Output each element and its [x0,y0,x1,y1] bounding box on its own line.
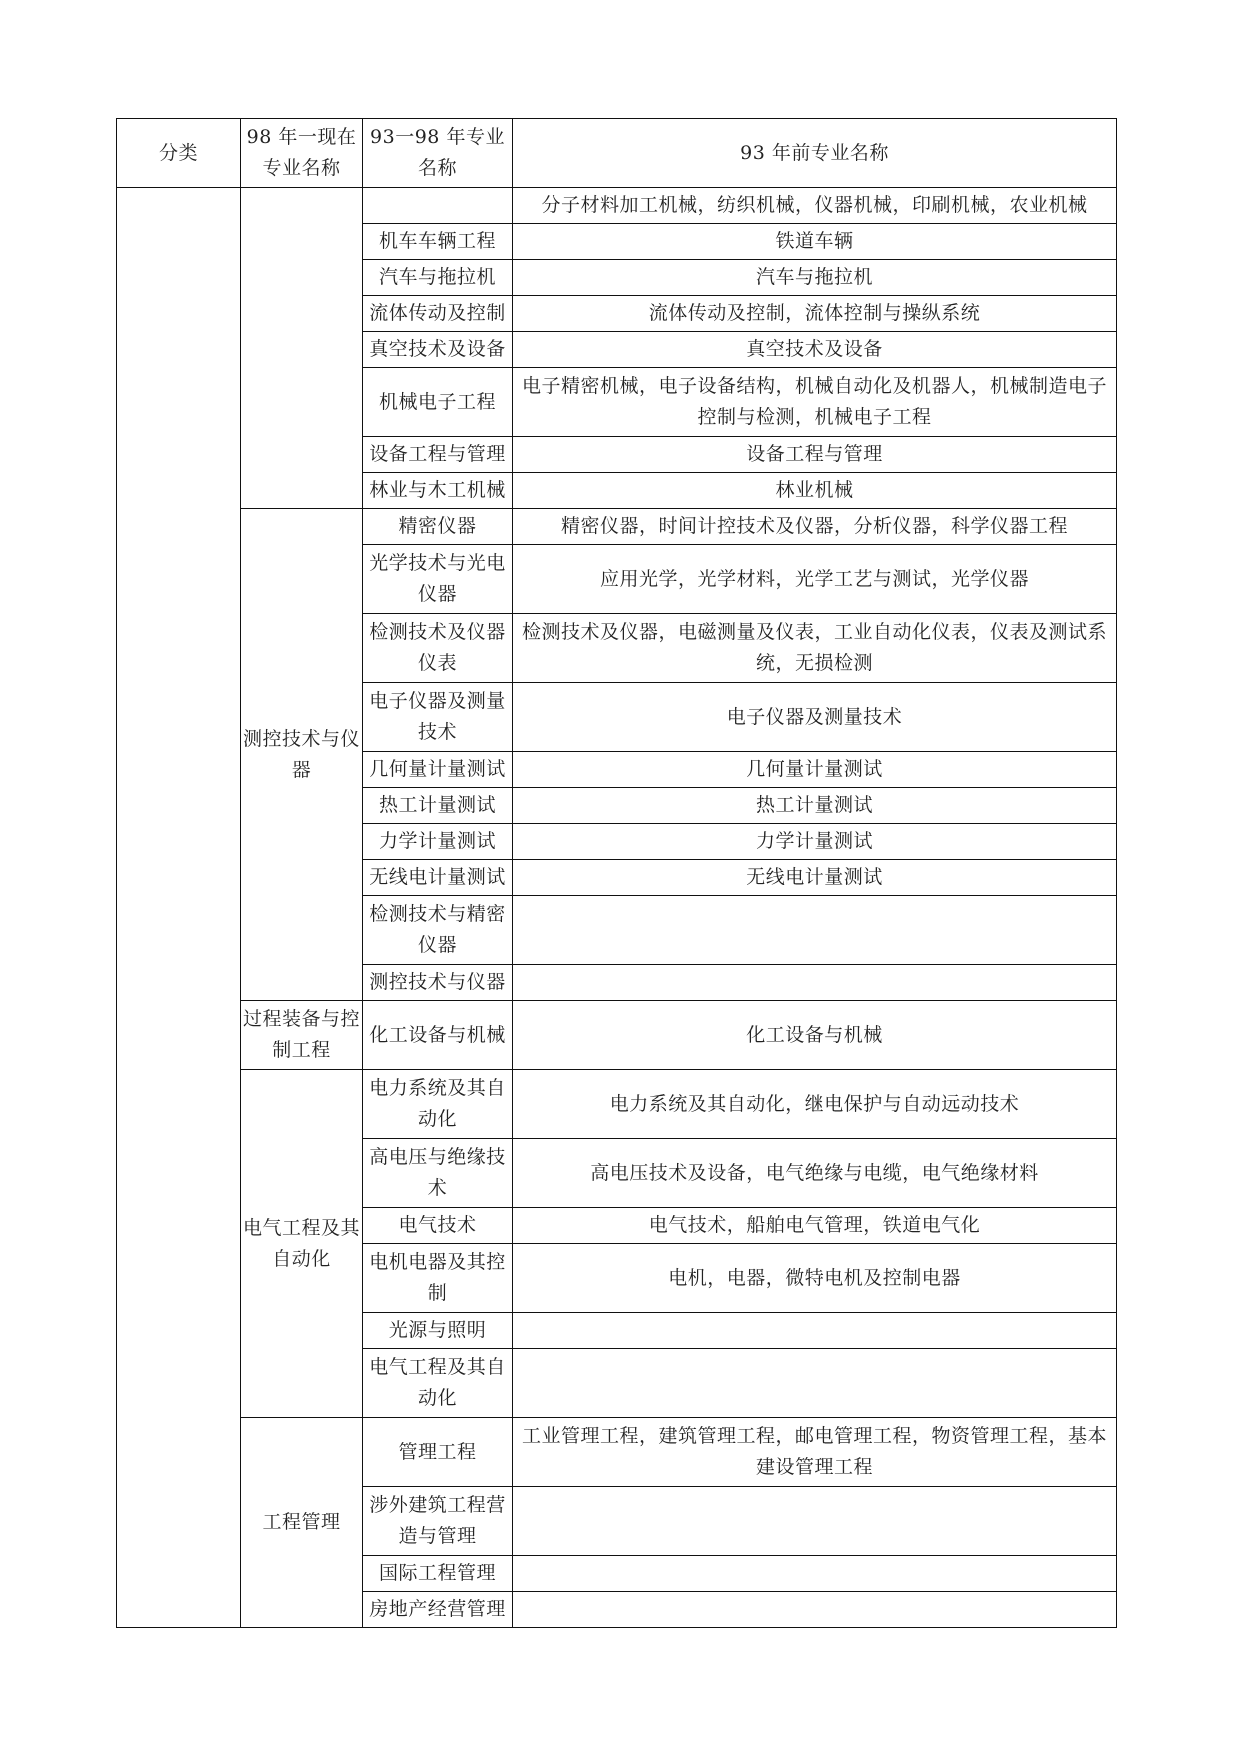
major-93-98-cell: 管理工程 [363,1418,513,1487]
major-pre-93-cell: 电力系统及其自动化，继电保护与自动远动技术 [513,1070,1117,1139]
major-pre-93-cell: 真空技术及设备 [513,332,1117,368]
major-98-now-cell: 过程装备与控制工程 [241,1001,363,1070]
major-93-98-cell: 汽车与拖拉机 [363,260,513,296]
major-pre-93-cell: 工业管理工程，建筑管理工程，邮电管理工程，物资管理工程，基本建设管理工程 [513,1418,1117,1487]
table-row [117,1001,1117,1070]
major-pre-93-cell: 流体传动及控制，流体控制与操纵系统 [513,296,1117,332]
major-93-98-cell: 电力系统及其自动化 [363,1070,513,1139]
major-93-98-cell: 精密仪器 [363,509,513,545]
major-93-98-cell: 热工计量测试 [363,788,513,824]
major-pre-93-cell: 化工设备与机械 [513,1001,1117,1070]
header-category: 分类 [117,119,241,188]
major-pre-93-cell: 汽车与拖拉机 [513,260,1117,296]
major-pre-93-cell: 力学计量测试 [513,824,1117,860]
major-98-now-cell [241,188,363,509]
major-pre-93-cell [513,965,1117,1001]
major-93-98-cell: 几何量计量测试 [363,752,513,788]
major-pre-93-cell: 电机，电器，微特电机及控制电器 [513,1244,1117,1313]
table-row [117,1418,1117,1487]
major-93-98-cell: 真空技术及设备 [363,332,513,368]
major-93-98-cell: 力学计量测试 [363,824,513,860]
major-pre-93-cell [513,1349,1117,1418]
major-93-98-cell: 林业与木工机械 [363,473,513,509]
major-93-98-cell: 光源与照明 [363,1313,513,1349]
major-pre-93-cell: 设备工程与管理 [513,437,1117,473]
header-93-98: 93一98 年专业名称 [363,119,513,188]
major-pre-93-cell: 分子材料加工机械，纺织机械，仪器机械，印刷机械，农业机械 [513,188,1117,224]
major-93-98-cell: 国际工程管理 [363,1556,513,1592]
major-93-98-cell: 流体传动及控制 [363,296,513,332]
major-pre-93-cell [513,1592,1117,1628]
major-93-98-cell: 高电压与绝缘技术 [363,1139,513,1208]
major-93-98-cell: 化工设备与机械 [363,1001,513,1070]
major-93-98-cell: 电机电器及其控制 [363,1244,513,1313]
header-row [117,119,1117,188]
major-pre-93-cell: 铁道车辆 [513,224,1117,260]
major-93-98-cell: 机车车辆工程 [363,224,513,260]
major-93-98-cell: 检测技术与精密仪器 [363,896,513,965]
major-pre-93-cell: 检测技术及仪器，电磁测量及仪表，工业自动化仪表，仪表及测试系统，无损检测 [513,614,1117,683]
major-98-now-cell: 测控技术与仪器 [241,509,363,1001]
major-93-98-cell: 电子仪器及测量技术 [363,683,513,752]
table-body [117,119,1117,1628]
major-93-98-cell: 房地产经营管理 [363,1592,513,1628]
major-93-98-cell: 涉外建筑工程营造与管理 [363,1487,513,1556]
major-pre-93-cell: 林业机械 [513,473,1117,509]
table-row [117,1070,1117,1139]
major-pre-93-cell: 电子精密机械，电子设备结构，机械自动化及机器人，机械制造电子控制与检测，机械电子工程 [513,368,1117,437]
major-93-98-cell: 电气工程及其自动化 [363,1349,513,1418]
major-pre-93-cell [513,896,1117,965]
major-93-98-cell [363,188,513,224]
header-98-now: 98 年一现在专业名称 [241,119,363,188]
major-93-98-cell: 设备工程与管理 [363,437,513,473]
major-93-98-cell: 机械电子工程 [363,368,513,437]
table-row [117,509,1117,545]
major-pre-93-cell [513,1556,1117,1592]
major-93-98-cell: 检测技术及仪器仪表 [363,614,513,683]
major-mapping-table [116,118,1117,1628]
major-pre-93-cell: 电气技术，船舶电气管理，铁道电气化 [513,1208,1117,1244]
major-pre-93-cell: 几何量计量测试 [513,752,1117,788]
major-pre-93-cell: 高电压技术及设备，电气绝缘与电缆，电气绝缘材料 [513,1139,1117,1208]
header-pre-93: 93 年前专业名称 [513,119,1117,188]
major-93-98-cell: 电气技术 [363,1208,513,1244]
table-row [117,188,1117,224]
major-pre-93-cell [513,1313,1117,1349]
major-98-now-cell: 电气工程及其自动化 [241,1070,363,1418]
major-pre-93-cell: 无线电计量测试 [513,860,1117,896]
major-pre-93-cell: 精密仪器，时间计控技术及仪器，分析仪器，科学仪器工程 [513,509,1117,545]
major-93-98-cell: 无线电计量测试 [363,860,513,896]
major-pre-93-cell: 应用光学，光学材料，光学工艺与测试，光学仪器 [513,545,1117,614]
category-cell [117,188,241,1628]
major-93-98-cell: 光学技术与光电仪器 [363,545,513,614]
major-pre-93-cell: 电子仪器及测量技术 [513,683,1117,752]
major-98-now-cell: 工程管理 [241,1418,363,1628]
major-pre-93-cell [513,1487,1117,1556]
major-pre-93-cell: 热工计量测试 [513,788,1117,824]
major-93-98-cell: 测控技术与仪器 [363,965,513,1001]
